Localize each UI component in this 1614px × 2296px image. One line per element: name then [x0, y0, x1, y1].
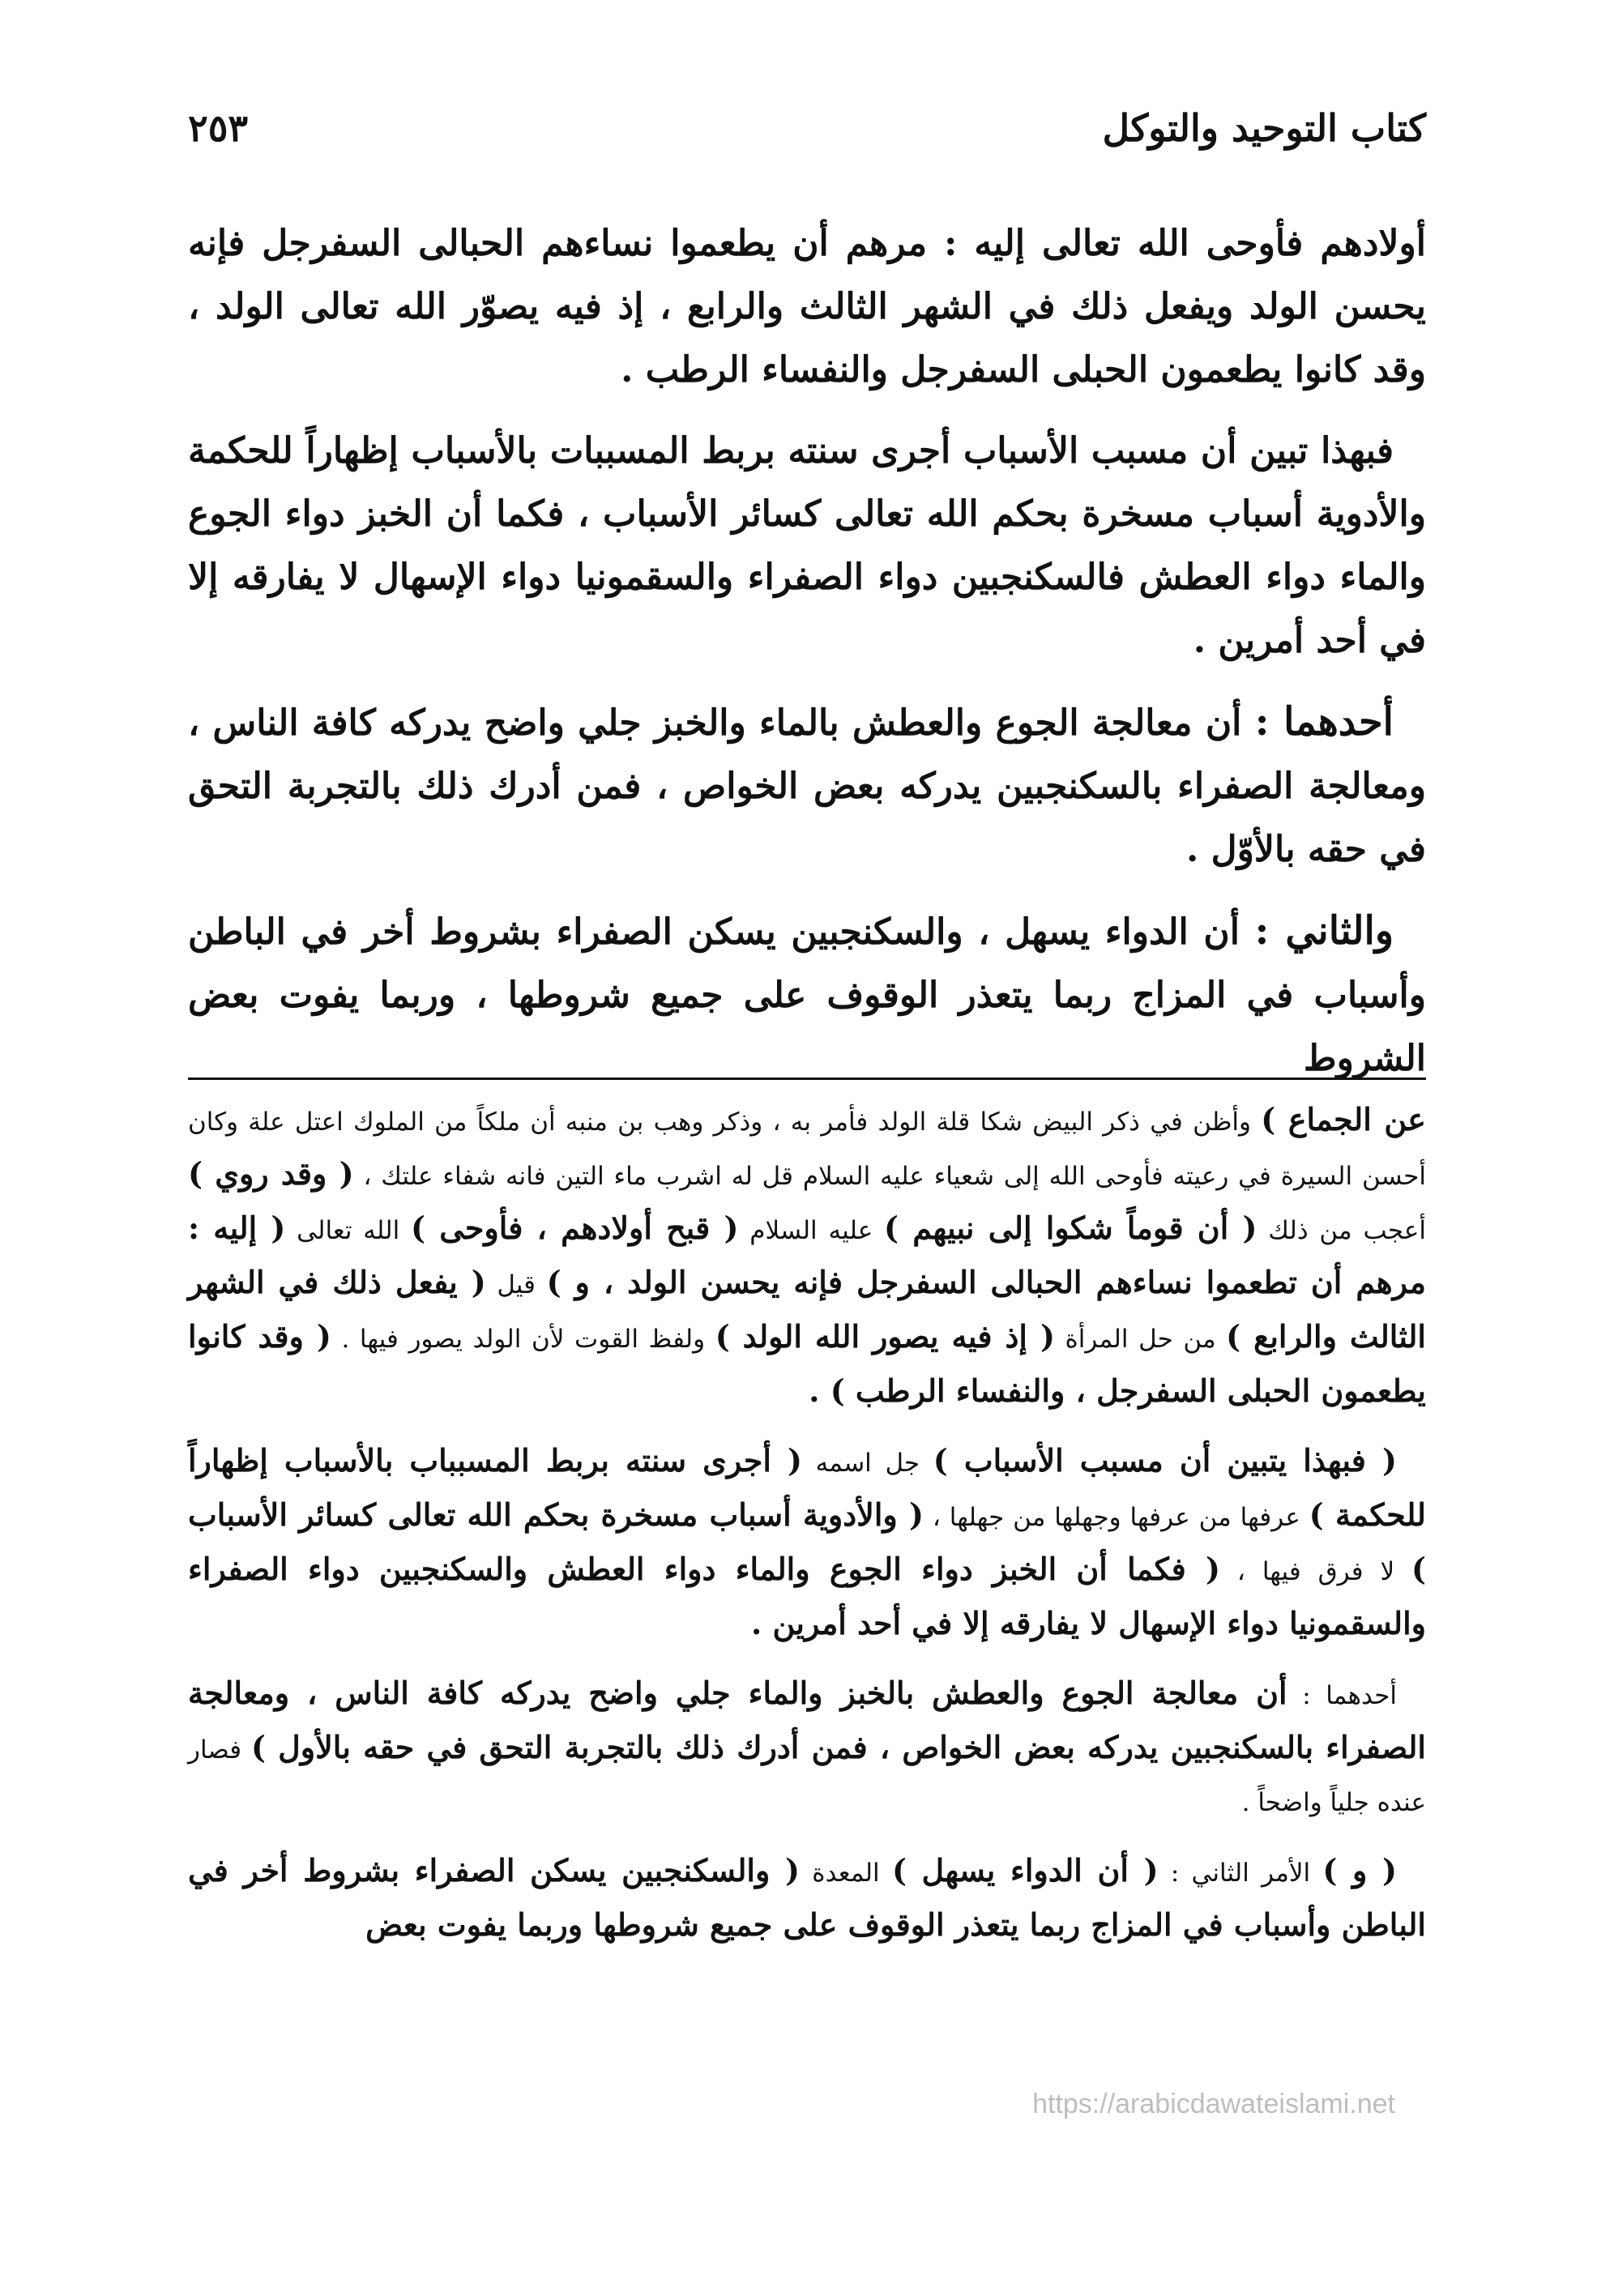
commentary-paragraph-1	[188, 1094, 1426, 1419]
quoted-text: ( أجرى سنته بربط المسبباب بالأسباب إظهاراً للحكمة )	[188, 1442, 1426, 1533]
footnote-divider	[188, 1078, 1426, 1080]
commentary-paragraph-2	[188, 1435, 1426, 1651]
page-header	[188, 96, 1426, 160]
commentary	[188, 1094, 1426, 1969]
gloss-text: الله تعالى	[285, 1216, 412, 1245]
commentary-paragraph-3	[188, 1667, 1426, 1829]
main-paragraph-2: فبهذا تبين أن مسبب الأسباب أجرى سنته بربط المسببات بالأسباب إظهاراً للحكمة والأدوية أسباب مسخرة بحكم الله تعالى كسائر الأسباب ، فكما أن الخبز دواء الجوع والماء دواء العطش فالسكنجبين دواء الصفراء والسقمونيا دواء الإسهال لا يفارقه إلا في أحد أمرين .	[188, 430, 1426, 661]
gloss-text: فصار عنده جلياً واضحاً .	[188, 1735, 1426, 1817]
quoted-text: ( إذ فيه يصور الله الولد )	[715, 1318, 1055, 1355]
quoted-text: ( أن قوماً شكوا إلى نبيهم )	[884, 1210, 1257, 1246]
main-text	[188, 212, 1426, 1108]
gloss-text: عليه السلام	[738, 1216, 885, 1245]
quoted-text: ( والسكنجبين يسكن الصفراء بشروط أخر في الباطن وأسباب في المزاج ربما يتعذر الوقوف على جميع شروطها وربما يفوت بعض	[188, 1852, 1426, 1943]
second-matter-lead: والثاني :	[1254, 908, 1394, 954]
quoted-text: ( قبح أولادهم ، فأوحى )	[411, 1210, 739, 1246]
main-paragraph-4	[188, 899, 1426, 1090]
quoted-text: ( و )	[1322, 1852, 1397, 1888]
quoted-text: ( وقد كانوا يطعمون الحبلى السفرجل ، والنفساء الرطب ) .	[188, 1318, 1426, 1409]
gloss-text: المعدة	[799, 1859, 892, 1888]
quoted-text: أن معالجة الجوع والعطش بالخبز والماء جلي واضح يدركه كافة الناس ، ومعالجة الصفراء بالسكنجبين يدركه بعض الخواص ، فمن أدرك ذلك بالتجربة التحق في حقه بالأول )	[188, 1675, 1426, 1765]
gloss-text: من حل المرأة	[1054, 1325, 1227, 1354]
first-matter-lead: أحدهما :	[1254, 699, 1394, 745]
quoted-text: ( فبهذا يتبين أن مسبب الأسباب )	[933, 1442, 1397, 1479]
page-number: ٢٥٣	[188, 106, 249, 150]
gloss-text: الأمر الثاني :	[1158, 1859, 1323, 1888]
gloss-text: أحدهما :	[1287, 1681, 1397, 1710]
commentary-paragraph-4	[188, 1845, 1426, 1952]
watermark-url: https://arabicdawateislami.net	[1032, 2089, 1395, 2119]
gloss-text: جل اسمه	[801, 1449, 933, 1478]
running-title: كتاب التوحيد والتوكل	[1102, 106, 1426, 150]
second-matter-text: أن الدواء يسهل ، والسكنجبين يسكن الصفراء بشروط أخر في الباطن وأسباب في المزاج ربما يتعذر الوقوف على جميع شروطها ، وربما يفوت بعض الشروط	[188, 911, 1426, 1079]
quoted-text: ( أن الدواء يسهل )	[891, 1852, 1159, 1888]
gloss-text: لا فرق فيها ،	[1220, 1557, 1412, 1586]
gloss-text: أعجب من ذلك	[1257, 1216, 1427, 1245]
quoted-text: ( إليه : مرهم أن تطعموا نساءهم الحبالى السفرجل فإنه يحسن الولد ، و )	[188, 1210, 1427, 1300]
quoted-text: عن الجماع )	[1261, 1101, 1426, 1137]
main-paragraph-1: أولادهم فأوحى الله تعالى إليه : مرهم أن يطعموا نساءهم الحبالى السفرجل فإنه يحسن الولد ويفعل ذلك في الشهر الثالث والرابع ، إذ فيه يصوّر الله تعالى الولد ، وقد كانوا يطعمون الحبلى السفرجل والنفساء الرطب .	[188, 223, 1426, 390]
first-matter-text: أن معالجة الجوع والعطش بالماء والخبز جلي واضح يدركه كافة الناس ، ومعالجة الصفراء بالسكنجبين يدركه بعض الخواص ، فمن أدرك ذلك بالتجربة التحق في حقه بالأوّل .	[188, 702, 1426, 870]
quoted-text: ( يفعل ذلك في الشهر الثالث والرابع )	[188, 1264, 1426, 1355]
gloss-text: عرفها من عرفها وجهلها من جهلها ،	[924, 1503, 1309, 1532]
gloss-text: قيل	[485, 1270, 547, 1300]
quoted-text: ( والأدوية أسباب مسخرة بحكم الله تعالى كسائر الأسباب )	[188, 1496, 1427, 1587]
gloss-text: وأظن في ذكر البيض شكا قلة الولد فأمر به ، وذكر وهب بن منبه أن ملكاً من الملوك اعتل علة وكان أحسن السيرة في رعيته فأوحى الله إلى شعياء عليه السلام قل له اشرب ماء التين فانه شفاء علتك ،	[188, 1107, 1426, 1191]
quoted-text: ( وقد روي )	[188, 1155, 354, 1192]
quoted-text: ( فكما أن الخبز دواء الجوع والماء دواء العطش والسكنجبين دواء الصفراء والسقمونيا دواء الإسهال لا يفارقه إلا في أحد أمرين .	[188, 1551, 1426, 1641]
gloss-text: ولفظ القوت لأن الولد يصور فيها .	[331, 1325, 715, 1354]
main-paragraph-3	[188, 690, 1426, 881]
